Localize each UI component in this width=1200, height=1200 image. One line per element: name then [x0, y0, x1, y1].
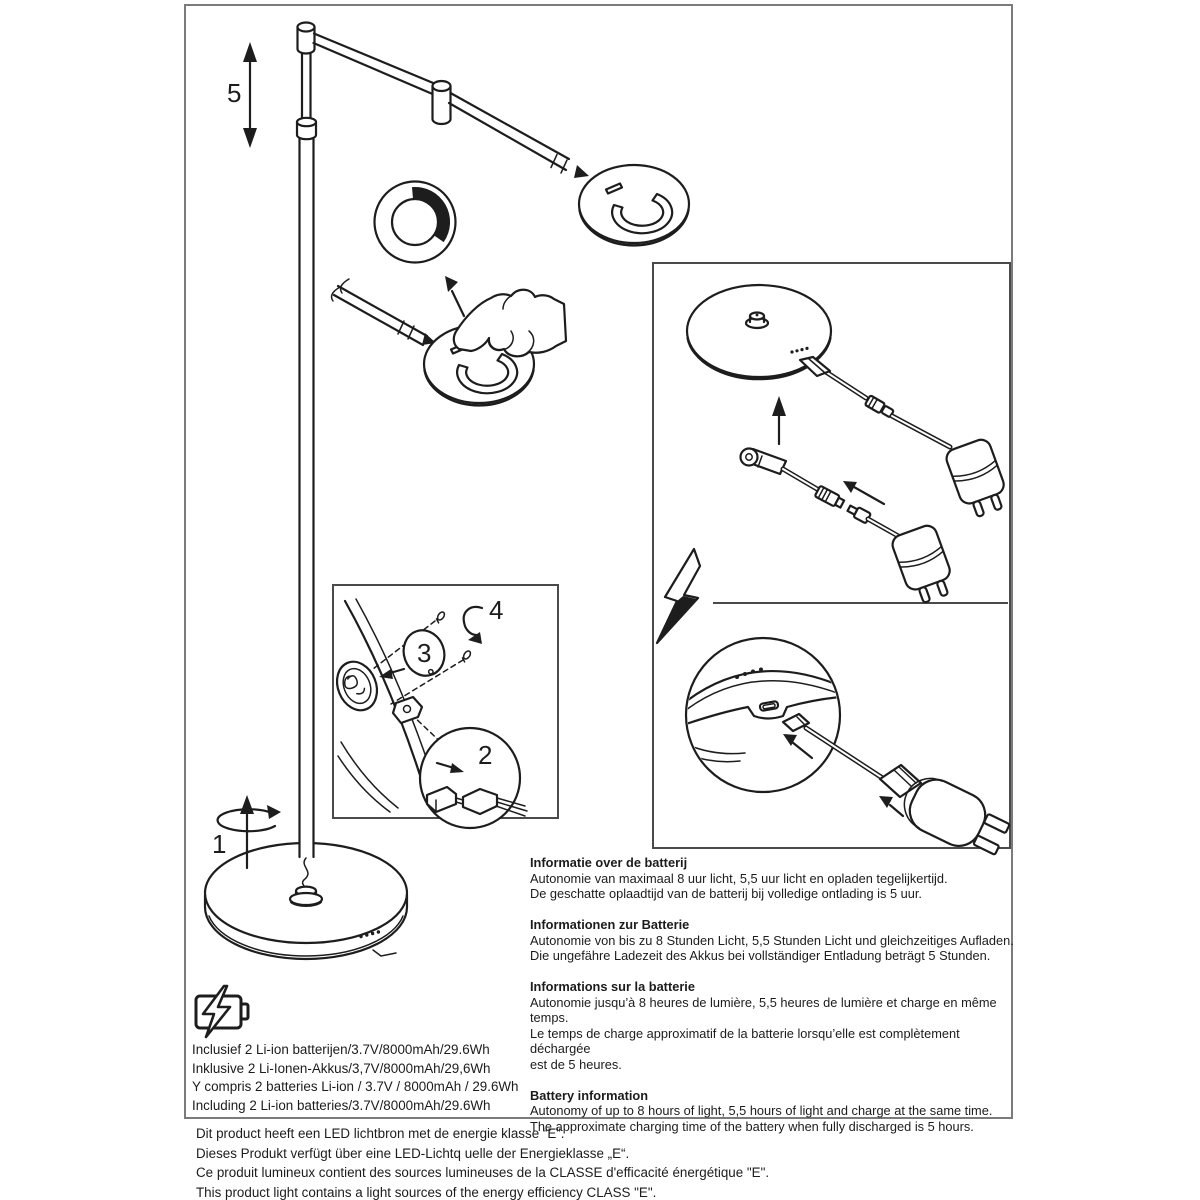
battery-info-nl: [530, 855, 1016, 902]
included-line-en: Including 2 Li-ion batteries/3.7V/8000mAh/29.6Wh: [192, 1097, 491, 1113]
step-label-cover: 3: [417, 638, 432, 668]
battery-cover-panel: [330, 585, 558, 828]
battery-info-de-line: Die ungefähre Ladezeit des Akkus bei vollständiger Entladung beträgt 5 Stunden.: [530, 948, 991, 963]
battery-info-column: [530, 855, 1016, 1150]
energy-class-notes: [196, 1124, 769, 1200]
step-label-rotate-cover: 4: [489, 595, 504, 625]
dimmer-knob-icon: [375, 182, 465, 317]
battery-info-en-heading: Battery information: [530, 1087, 649, 1103]
energy-line-de: Dieses Produkt verfügt über eine LED-Lichtq uelle der Energieklasse „E“.: [196, 1145, 630, 1161]
battery-info-fr-line: Le temps de charge approximatif de la batterie lorsqu’elle est complètement déchargée: [530, 1025, 960, 1056]
battery-info-nl-heading: Informatie over de batterij: [530, 855, 688, 870]
battery-info-fr-line: Autonomie jusqu’à 8 heures de lumière, 5,5 heures de lumière et charge en même temps.: [530, 994, 997, 1025]
battery-info-fr-heading: Informations sur la batterie: [530, 979, 695, 994]
energy-line-en: This product light contains a light sources of the energy efficiency CLASS "E".: [196, 1184, 657, 1200]
battery-info-fr-line: est de 5 heures.: [530, 1056, 622, 1072]
battery-info-en-line: The approximate charging time of the battery when fully discharged is 5 hours.: [530, 1118, 974, 1134]
battery-info-de: [530, 917, 1016, 964]
step-label-height: 5: [227, 78, 242, 108]
included-batteries-list: [192, 1041, 519, 1115]
included-line-de: Inklusive 2 Li-Ionen-Akkus/3,7V/8000mAh/29,6Wh: [192, 1060, 491, 1076]
battery-info-nl-line: De geschatte oplaadtijd van de batterij bij volledige ontlading is 5 uur.: [530, 886, 922, 901]
energy-line-nl: Dit product heeft een LED lichtbron met de energie klasse “E”.: [196, 1126, 565, 1141]
battery-info-fr: [530, 979, 1016, 1072]
battery-info-en-line: Autonomy of up to 8 hours of light, 5,5 hours of light and charge at the same time.: [530, 1103, 993, 1118]
included-line-nl: Inclusief 2 Li-ion batterijen/3.7V/8000mAh/29.6Wh: [192, 1042, 490, 1057]
battery-info-de-line: Autonomie von bis zu 8 Stunden Licht, 5,5 Stunden Licht und gleichzeitiges Aufladen.: [530, 932, 1014, 948]
included-line-fr: Y compris 2 batteries Li-ion / 3.7V / 8000mAh / 29.6Wh: [192, 1079, 519, 1094]
battery-charging-icon: [196, 986, 248, 1037]
energy-line-fr: Ce produit lumineux contient des sources lumineuses de la CLASSE d'efficacité énergétique "E".: [196, 1165, 770, 1181]
step-label-connector: 2: [478, 740, 493, 770]
battery-info-de-heading: Informationen zur Batterie: [530, 917, 690, 932]
double-vertical-arrow-icon: [243, 42, 257, 148]
battery-info-nl-line: Autonomie van maximaal 8 uur licht, 5,5 uur licht en opladen tegelijkertijd.: [530, 870, 948, 886]
touch-control-drawing: [332, 279, 566, 406]
charging-panel: [653, 263, 1014, 864]
step-label-rotate-base: 1: [212, 829, 227, 859]
